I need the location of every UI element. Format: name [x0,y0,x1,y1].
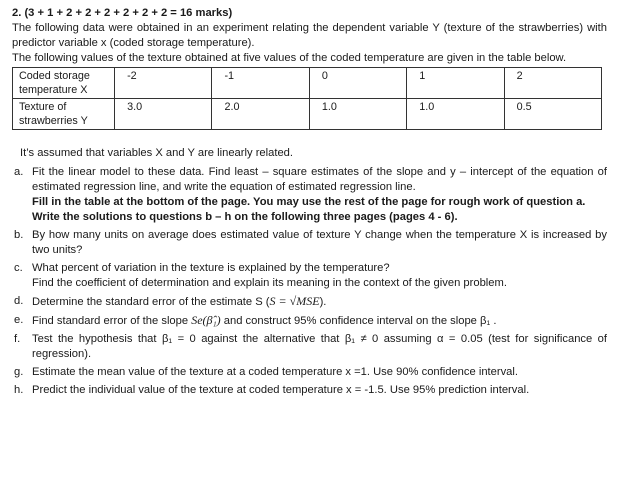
formula-se-slope: Se(β̂₁) [191,313,221,327]
question-e [12,313,607,329]
question-text: ). [319,296,327,308]
table-cell: 2.0 [212,99,309,130]
question-text: Predict the individual value of the texture at coded temperature x = -1.5. Use 95% prediction interval. [32,384,530,396]
question-text: By how many units on average does estimated value of texture Y change when the temperature X is increased by two units? [32,229,607,256]
question-text: Fit the linear model to these data. Find least – square estimates of the slope and y – intercept of the equation of estimated regression line, and write the equation of estimated regression line. [32,166,607,193]
question-label: c. [14,262,23,274]
table-row-texture [13,99,602,130]
question-a [12,165,607,225]
question-text: Determine the standard error of the estimate S ( [32,296,270,308]
question-list [12,165,607,398]
instruction-bold: Write the solutions to questions b – h on the following three pages (pages 4 - 6). [32,211,458,223]
row-label-texture: Texture of strawberries Y [13,99,115,130]
table-cell: 1.0 [407,99,504,130]
question-g [12,365,607,380]
table-cell: 0.5 [504,99,601,130]
question-label: g. [14,366,24,378]
question-text: Test the hypothesis that β₁ = 0 against the alternative that β₁ ≠ 0 assuming α = 0.05 (test for significance of regression). [32,333,607,360]
question-label: f. [14,333,21,345]
question-c [12,261,607,291]
question-b [12,228,607,258]
table-cell: 2 [504,68,601,99]
question-page [12,6,607,401]
table-cell: 0 [309,68,406,99]
data-table [12,67,602,130]
instruction-bold: Fill in the table at the bottom of the page. You may use the rest of the page for rough work of question a. [32,196,586,208]
question-label: d. [14,295,24,307]
question-label: h. [14,384,24,396]
table-cell: 1 [407,68,504,99]
question-label: b. [14,229,24,241]
intro-paragraph-2: The following values of the texture obtained at five values of the coded temperature are given in the table below. [12,52,567,64]
question-title: 2. (3 + 1 + 2 + 2 + 2 + 2 + 2 + 2 = 16 marks) [12,7,233,19]
table-row-temperature [13,68,602,99]
question-text: Find standard error of the slope [32,315,189,327]
table-cell: -2 [115,68,212,99]
question-f [12,332,607,362]
assumption-text: It’s assumed that variables X and Y are linearly related. [20,147,294,159]
row-label-temperature: Coded storage temperature X [13,68,115,99]
question-d [12,294,607,310]
question-label: e. [14,314,24,326]
table-cell: 3.0 [115,99,212,130]
question-text: Estimate the mean value of the texture at a coded temperature x =1. Use 90% confidence interval. [32,366,519,378]
question-label: a. [14,166,24,178]
question-text: and construct 95% confidence interval on the slope β₁ . [223,315,497,327]
table-cell: -1 [212,68,309,99]
question-h [12,383,607,398]
table-cell: 1.0 [309,99,406,130]
intro-paragraph-1: The following data were obtained in an experiment relating the dependent variable Y (texture of the strawberries) with predictor variable x (coded storage temperature). [12,22,607,49]
formula-s: S = √MSE [269,294,320,308]
question-text: What percent of variation in the texture is explained by the temperature? [32,262,390,274]
question-text: Find the coefficient of determination and explain its meaning in the context of the given problem. [32,277,507,289]
